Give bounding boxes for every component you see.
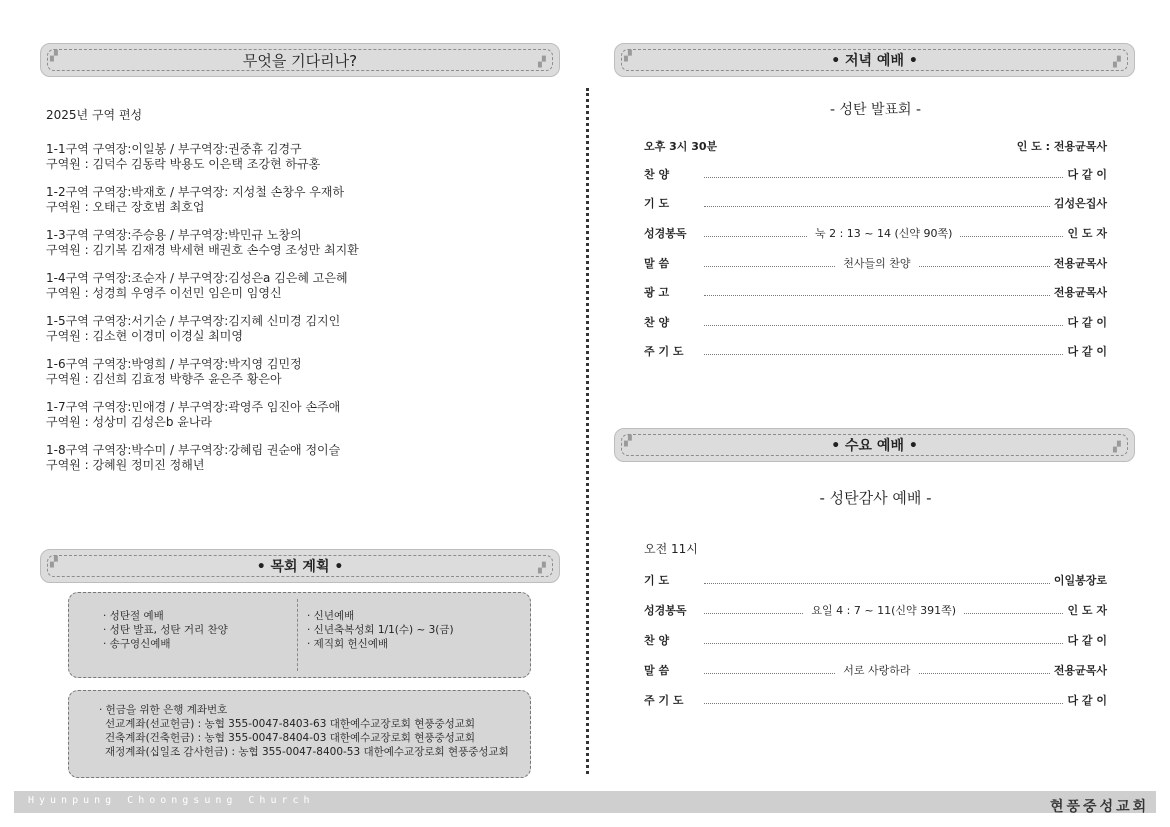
plan-item: · 성탄 발표, 성탄 거리 찬양	[103, 624, 228, 636]
footer-english-name: Hyunpung Choongsung Church	[28, 795, 315, 806]
dot-leader	[704, 170, 1063, 178]
dot-leader	[704, 636, 1063, 644]
footer-bar	[14, 791, 1156, 813]
district-group	[46, 443, 546, 473]
program-row	[644, 195, 1107, 211]
program-row	[644, 255, 1107, 271]
program-label: 찬 양	[644, 634, 670, 647]
program-row	[644, 314, 1107, 330]
district-members: 구역원 : 성상미 김성은b 윤나라	[46, 415, 213, 429]
district-leaders: 1-8구역 구역장:박수미 / 부구역장:강혜림 권순애 정이슬	[46, 443, 341, 457]
corner-ornament-icon: ▞	[50, 557, 58, 568]
program-label: 말 씀	[644, 664, 670, 677]
plan-title-banner	[40, 549, 560, 583]
wednesday-time-row	[644, 540, 1107, 556]
dot-leader	[964, 606, 1063, 614]
dot-leader	[919, 259, 1050, 267]
program-row	[644, 602, 1107, 618]
program-person: 전용균목사	[1053, 664, 1107, 677]
plan-item: · 제직회 헌신예배	[307, 638, 389, 650]
wednesday-program	[644, 540, 1107, 710]
program-detail: 천사들의 찬양	[843, 257, 911, 270]
program-row	[644, 662, 1107, 678]
district-leaders: 1-7구역 구역장:민애경 / 부구역장:곽영주 임진아 손주애	[46, 400, 341, 414]
district-group	[46, 400, 546, 430]
program-label: 기 도	[644, 197, 670, 210]
district-leaders: 1-6구역 구역장:박영희 / 부구역장:박지영 김민정	[46, 357, 302, 371]
program-row	[644, 166, 1107, 182]
wednesday-title-text: • 수요 예배 •	[831, 438, 918, 454]
plan-item: · 신년축복성회 1/1(수) ~ 3(금)	[307, 624, 454, 636]
program-detail: 눅 2 : 13 ~ 14 (신약 90쪽)	[814, 227, 953, 240]
plan-box	[68, 592, 531, 678]
program-person: 다 같 이	[1067, 345, 1107, 358]
dot-leader	[704, 576, 1050, 584]
program-person: 인 도 자	[1067, 227, 1107, 240]
district-group	[46, 357, 546, 387]
account-box	[68, 690, 531, 778]
wednesday-title-banner	[614, 428, 1135, 462]
district-group	[46, 185, 546, 215]
program-person: 다 같 이	[1067, 694, 1107, 707]
district-members: 구역원 : 김덕수 김동락 박용도 이은택 조강현 하규홍	[46, 157, 321, 171]
program-label: 찬 양	[644, 316, 670, 329]
account-line: 재정계좌(십일조 감사헌금) : 농협 355-0047-8400-53 대한예수교장로회 현풍중성교회	[105, 746, 509, 758]
account-heading: · 헌금을 위한 은행 계좌번호	[99, 704, 228, 716]
left-title-banner	[40, 43, 560, 77]
plan-left-list	[103, 609, 228, 651]
district-group	[46, 271, 546, 301]
district-members: 구역원 : 강혜원 정미진 정해년	[46, 458, 205, 472]
district-members: 구역원 : 김선희 김효정 박향주 윤은주 황은아	[46, 372, 282, 386]
evening-time: 오후 3시 30분	[644, 140, 718, 153]
corner-ornament-icon: ▞	[50, 51, 58, 62]
district-leaders: 1-1구역 구역장:이일봉 / 부구역장:권중휴 김경구	[46, 142, 302, 156]
evening-title-banner	[614, 43, 1135, 77]
program-row	[644, 284, 1107, 300]
plan-item: · 송구영신예배	[103, 638, 171, 650]
program-label: 주 기 도	[644, 694, 684, 707]
program-person: 다 같 이	[1067, 634, 1107, 647]
column-divider	[586, 88, 589, 774]
district-members: 구역원 : 김소현 이경미 이경실 최미영	[46, 329, 243, 343]
program-detail: 요일 4 : 7 ~ 11(신약 391쪽)	[811, 604, 957, 617]
district-leaders: 1-4구역 구역장:조순자 / 부구역장:김성은a 김은혜 고은혜	[46, 271, 348, 285]
evening-program	[644, 138, 1107, 368]
district-members: 구역원 : 성경희 우영주 이선민 임은미 임영신	[46, 286, 282, 300]
wednesday-subtitle: - 성탄감사 예배 -	[819, 489, 932, 507]
program-label: 말 씀	[644, 257, 670, 270]
plan-title-text: • 목회 계획 •	[256, 559, 344, 575]
wednesday-time: 오전 11시	[644, 541, 698, 556]
program-label: 기 도	[644, 574, 670, 587]
program-row	[644, 692, 1107, 708]
program-person: 다 같 이	[1067, 316, 1107, 329]
program-label: 찬 양	[644, 168, 670, 181]
plan-title-banner-frame	[47, 555, 553, 577]
plan-right-list	[307, 609, 454, 651]
evening-leader: 인 도 : 전용균목사	[1016, 140, 1107, 153]
dot-leader	[704, 318, 1063, 326]
dot-leader	[704, 606, 803, 614]
dot-leader	[704, 696, 1063, 704]
dot-leader	[704, 259, 835, 267]
plan-divider	[297, 599, 298, 671]
evening-title-text: • 저녁 예배 •	[831, 53, 918, 69]
district-group	[46, 228, 546, 258]
program-person: 다 같 이	[1067, 168, 1107, 181]
wednesday-title-banner-frame	[621, 434, 1128, 456]
program-label: 성경봉독	[644, 227, 687, 240]
dot-leader	[704, 288, 1050, 296]
account-line: 건축계좌(건축헌금) : 농협 355-0047-8404-03 대한예수교장로회 현풍중성교회	[105, 732, 476, 744]
corner-ornament-icon: ▞	[624, 51, 632, 62]
left-title-banner-frame	[47, 49, 553, 71]
dot-leader	[704, 229, 807, 237]
district-leaders: 1-3구역 구역장:주승용 / 부구역장:박민규 노창의	[46, 228, 302, 242]
program-person: 인 도 자	[1067, 604, 1107, 617]
plan-item: · 성탄절 예배	[103, 610, 164, 622]
left-title-text: 무엇을 기다리나?	[242, 51, 358, 70]
program-row	[644, 632, 1107, 648]
program-label: 광 고	[644, 286, 670, 299]
program-person: 전용균목사	[1053, 286, 1107, 299]
district-members: 구역원 : 오태근 장호범 최호업	[46, 200, 205, 214]
dot-leader	[704, 347, 1063, 355]
account-list	[99, 703, 509, 759]
program-label: 주 기 도	[644, 345, 684, 358]
district-list	[46, 108, 546, 486]
plan-item: · 신년예배	[307, 610, 355, 622]
district-members: 구역원 : 김기복 김재경 박세현 배권호 손수영 조성만 최지환	[46, 243, 359, 257]
district-group	[46, 314, 546, 344]
corner-ornament-icon: ▞	[538, 57, 546, 68]
program-detail: 서로 사랑하라	[843, 664, 911, 677]
district-leaders: 1-5구역 구역장:서기순 / 부구역장:김지혜 신미경 김지인	[46, 314, 341, 328]
footer-church-name: 현풍중성교회	[1050, 799, 1150, 815]
dot-leader	[919, 666, 1050, 674]
dot-leader	[704, 666, 835, 674]
program-row	[644, 343, 1107, 359]
evening-time-row	[644, 138, 1107, 154]
district-leaders: 1-2구역 구역장:박재호 / 부구역장: 지성철 손창우 우재하	[46, 185, 345, 199]
evening-title-banner-frame	[621, 49, 1128, 71]
program-person: 이일봉장로	[1053, 574, 1107, 587]
program-row	[644, 572, 1107, 588]
corner-ornament-icon: ▞	[1113, 442, 1121, 453]
program-person: 전용균목사	[1053, 257, 1107, 270]
program-label: 성경봉독	[644, 604, 687, 617]
evening-subtitle: - 성탄 발표회 -	[829, 102, 922, 118]
corner-ornament-icon: ▞	[1113, 57, 1121, 68]
program-person: 김성은집사	[1053, 197, 1107, 210]
program-row	[644, 225, 1107, 241]
corner-ornament-icon: ▞	[624, 436, 632, 447]
corner-ornament-icon: ▞	[538, 563, 546, 574]
account-line: 선교계좌(선교헌금) : 농협 355-0047-8403-63 대한예수교장로회 현풍중성교회	[105, 718, 476, 730]
dot-leader	[704, 199, 1050, 207]
district-group	[46, 142, 546, 172]
dot-leader	[960, 229, 1063, 237]
district-heading: 2025년 구역 편성	[46, 108, 143, 122]
